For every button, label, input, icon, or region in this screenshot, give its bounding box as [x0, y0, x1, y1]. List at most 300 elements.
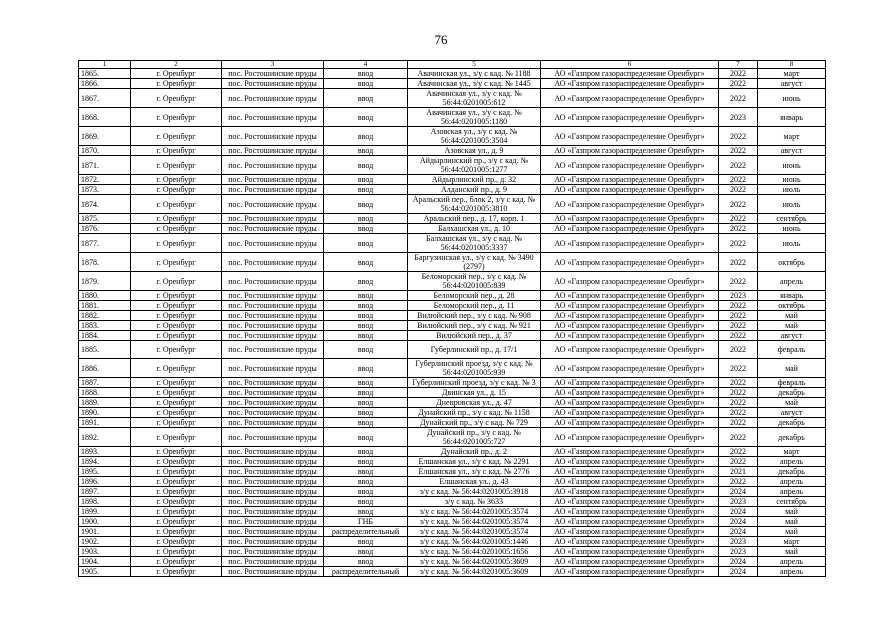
address-cell: Аральский пер., д. 17, корп. 1: [408, 214, 541, 224]
table-row: [79, 477, 826, 487]
year-cell: 2022: [719, 175, 758, 185]
city-cell: г. Оренбург: [131, 195, 222, 214]
table-row: [79, 537, 826, 547]
locality-cell: пос. Ростошинские пруды: [222, 447, 324, 457]
type-cell: ввод: [324, 69, 408, 79]
row-number-cell: 1869.: [79, 127, 131, 146]
month-cell: декабрь: [758, 428, 826, 447]
address-cell: Авачинская ул., з/у с кад. № 56:44:0201005:1180: [408, 108, 541, 127]
organization-cell: АО «Газпром газораспределение Оренбург»: [541, 79, 719, 89]
type-cell: ввод: [324, 301, 408, 311]
organization-cell: АО «Газпром газораспределение Оренбург»: [541, 175, 719, 185]
address-cell: Авачинская ул., з/у с кад. № 1188: [408, 69, 541, 79]
type-cell: ввод: [324, 408, 408, 418]
locality-cell: пос. Ростошинские пруды: [222, 146, 324, 156]
city-cell: г. Оренбург: [131, 477, 222, 487]
address-cell: Двинская ул., д. 15: [408, 388, 541, 398]
year-cell: 2022: [719, 477, 758, 487]
year-cell: 2024: [719, 487, 758, 497]
type-cell: ввод: [324, 388, 408, 398]
row-number-cell: 1881.: [79, 301, 131, 311]
locality-cell: пос. Ростошинские пруды: [222, 557, 324, 567]
locality-cell: пос. Ростошинские пруды: [222, 321, 324, 331]
table-row: [79, 214, 826, 224]
city-cell: г. Оренбург: [131, 321, 222, 331]
month-cell: октябрь: [758, 301, 826, 311]
month-cell: январь: [758, 291, 826, 301]
organization-cell: АО «Газпром газораспределение Оренбург»: [541, 457, 719, 467]
type-cell: ввод: [324, 507, 408, 517]
city-cell: г. Оренбург: [131, 175, 222, 185]
table-row: [79, 457, 826, 467]
month-cell: август: [758, 79, 826, 89]
type-cell: ввод: [324, 557, 408, 567]
month-cell: февраль: [758, 341, 826, 359]
type-cell: ввод: [324, 359, 408, 378]
organization-cell: АО «Газпром газораспределение Оренбург»: [541, 224, 719, 234]
locality-cell: пос. Ростошинские пруды: [222, 487, 324, 497]
locality-cell: пос. Ростошинские пруды: [222, 408, 324, 418]
organization-cell: АО «Газпром газораспределение Оренбург»: [541, 447, 719, 457]
locality-cell: пос. Ростошинские пруды: [222, 311, 324, 321]
locality-cell: пос. Ростошинские пруды: [222, 398, 324, 408]
row-number-cell: 1884.: [79, 331, 131, 341]
city-cell: г. Оренбург: [131, 447, 222, 457]
row-number-cell: 1893.: [79, 447, 131, 457]
year-cell: 2022: [719, 321, 758, 331]
locality-cell: пос. Ростошинские пруды: [222, 341, 324, 359]
type-cell: ввод: [324, 418, 408, 428]
year-cell: 2022: [719, 359, 758, 378]
page-number: 76: [434, 32, 448, 47]
type-cell: ввод: [324, 477, 408, 487]
table-row: [79, 89, 826, 108]
month-cell: май: [758, 527, 826, 537]
header-cell: 1: [79, 61, 131, 69]
type-cell: ввод: [324, 146, 408, 156]
locality-cell: пос. Ростошинские пруды: [222, 79, 324, 89]
address-cell: Авачинская ул., з/у с кад. № 56:44:0201005:612: [408, 89, 541, 108]
row-number-cell: 1870.: [79, 146, 131, 156]
header-cell: 5: [408, 61, 541, 69]
locality-cell: пос. Ростошинские пруды: [222, 378, 324, 388]
address-cell: Балхашская ул., з/у с кад. № 56:44:0201005:3337: [408, 234, 541, 253]
month-cell: июнь: [758, 224, 826, 234]
type-cell: ввод: [324, 331, 408, 341]
address-cell: з/у с кад. № 56:44:0201005:3609: [408, 557, 541, 567]
type-cell: ввод: [324, 428, 408, 447]
locality-cell: пос. Ростошинские пруды: [222, 477, 324, 487]
address-cell: Дунайский пр., з/у с кад. № 1158: [408, 408, 541, 418]
organization-cell: АО «Газпром газораспределение Оренбург»: [541, 301, 719, 311]
address-cell: Днепровская ул., д. 47: [408, 398, 541, 408]
month-cell: июнь: [758, 175, 826, 185]
type-cell: ввод: [324, 321, 408, 331]
data-table: [78, 60, 826, 577]
locality-cell: пос. Ростошинские пруды: [222, 127, 324, 146]
month-cell: май: [758, 311, 826, 321]
city-cell: г. Оренбург: [131, 224, 222, 234]
table-row: [79, 547, 826, 557]
row-number-cell: 1896.: [79, 477, 131, 487]
address-cell: Алданский пр., д. 9: [408, 185, 541, 195]
month-cell: май: [758, 507, 826, 517]
year-cell: 2022: [719, 388, 758, 398]
locality-cell: пос. Ростошинские пруды: [222, 156, 324, 175]
type-cell: распределительный: [324, 527, 408, 537]
row-number-cell: 1866.: [79, 79, 131, 89]
city-cell: г. Оренбург: [131, 69, 222, 79]
city-cell: г. Оренбург: [131, 507, 222, 517]
header-cell: 4: [324, 61, 408, 69]
month-cell: май: [758, 547, 826, 557]
table-row: [79, 378, 826, 388]
organization-cell: АО «Газпром газораспределение Оренбург»: [541, 185, 719, 195]
city-cell: г. Оренбург: [131, 398, 222, 408]
organization-cell: АО «Газпром газораспределение Оренбург»: [541, 331, 719, 341]
city-cell: г. Оренбург: [131, 185, 222, 195]
organization-cell: АО «Газпром газораспределение Оренбург»: [541, 408, 719, 418]
table-header-row: [79, 61, 826, 69]
type-cell: ввод: [324, 467, 408, 477]
city-cell: г. Оренбург: [131, 79, 222, 89]
table-row: [79, 359, 826, 378]
city-cell: г. Оренбург: [131, 291, 222, 301]
city-cell: г. Оренбург: [131, 301, 222, 311]
type-cell: ввод: [324, 398, 408, 408]
month-cell: октябрь: [758, 253, 826, 272]
year-cell: 2023: [719, 547, 758, 557]
row-number-cell: 1878.: [79, 253, 131, 272]
table-row: [79, 175, 826, 185]
type-cell: ввод: [324, 234, 408, 253]
address-cell: Азовская ул., з/у с кад. № 56:44:0201005:3504: [408, 127, 541, 146]
year-cell: 2022: [719, 408, 758, 418]
address-cell: Губерлинский проезд, з/у с кад. № 3: [408, 378, 541, 388]
organization-cell: АО «Газпром газораспределение Оренбург»: [541, 418, 719, 428]
row-number-cell: 1901.: [79, 527, 131, 537]
locality-cell: пос. Ростошинские пруды: [222, 69, 324, 79]
type-cell: ввод: [324, 291, 408, 301]
row-number-cell: 1877.: [79, 234, 131, 253]
organization-cell: АО «Газпром газораспределение Оренбург»: [541, 291, 719, 301]
year-cell: 2022: [719, 69, 758, 79]
type-cell: ввод: [324, 497, 408, 507]
organization-cell: АО «Газпром газораспределение Оренбург»: [541, 398, 719, 408]
row-number-cell: 1887.: [79, 378, 131, 388]
type-cell: ввод: [324, 311, 408, 321]
month-cell: апрель: [758, 487, 826, 497]
city-cell: г. Оренбург: [131, 428, 222, 447]
month-cell: март: [758, 127, 826, 146]
organization-cell: АО «Газпром газораспределение Оренбург»: [541, 108, 719, 127]
year-cell: 2022: [719, 418, 758, 428]
address-cell: Губерлинский проезд, з/у с кад. № 56:44:0201005:939: [408, 359, 541, 378]
city-cell: г. Оренбург: [131, 214, 222, 224]
month-cell: декабрь: [758, 418, 826, 428]
year-cell: 2022: [719, 185, 758, 195]
row-number-cell: 1894.: [79, 457, 131, 467]
type-cell: ввод: [324, 378, 408, 388]
table-row: [79, 311, 826, 321]
locality-cell: пос. Ростошинские пруды: [222, 497, 324, 507]
row-number-cell: 1875.: [79, 214, 131, 224]
organization-cell: АО «Газпром газораспределение Оренбург»: [541, 311, 719, 321]
address-cell: Вилюйский пер., з/у с кад. № 908: [408, 311, 541, 321]
row-number-cell: 1899.: [79, 507, 131, 517]
month-cell: апрель: [758, 477, 826, 487]
table-row: [79, 108, 826, 127]
row-number-cell: 1902.: [79, 537, 131, 547]
locality-cell: пос. Ростошинские пруды: [222, 175, 324, 185]
table-row: [79, 487, 826, 497]
city-cell: г. Оренбург: [131, 272, 222, 291]
locality-cell: пос. Ростошинские пруды: [222, 418, 324, 428]
year-cell: 2022: [719, 146, 758, 156]
row-number-cell: 1895.: [79, 467, 131, 477]
organization-cell: АО «Газпром газораспределение Оренбург»: [541, 378, 719, 388]
year-cell: 2022: [719, 195, 758, 214]
type-cell: ввод: [324, 108, 408, 127]
year-cell: 2022: [719, 253, 758, 272]
row-number-cell: 1871.: [79, 156, 131, 175]
organization-cell: АО «Газпром газораспределение Оренбург»: [541, 557, 719, 567]
city-cell: г. Оренбург: [131, 341, 222, 359]
organization-cell: АО «Газпром газораспределение Оренбург»: [541, 487, 719, 497]
table-row: [79, 331, 826, 341]
type-cell: ГНБ: [324, 517, 408, 527]
city-cell: г. Оренбург: [131, 487, 222, 497]
month-cell: март: [758, 69, 826, 79]
table-row: [79, 291, 826, 301]
row-number-cell: 1900.: [79, 517, 131, 527]
row-number-cell: 1874.: [79, 195, 131, 214]
type-cell: ввод: [324, 272, 408, 291]
year-cell: 2022: [719, 156, 758, 175]
locality-cell: пос. Ростошинские пруды: [222, 388, 324, 398]
year-cell: 2022: [719, 428, 758, 447]
header-cell: 8: [758, 61, 826, 69]
organization-cell: АО «Газпром газораспределение Оренбург»: [541, 517, 719, 527]
address-cell: Беломорский пер., з/у с кад. № 56:44:0201005:839: [408, 272, 541, 291]
locality-cell: пос. Ростошинские пруды: [222, 108, 324, 127]
row-number-cell: 1886.: [79, 359, 131, 378]
address-cell: Азовская ул., д. 9: [408, 146, 541, 156]
month-cell: март: [758, 537, 826, 547]
year-cell: 2024: [719, 507, 758, 517]
city-cell: г. Оренбург: [131, 457, 222, 467]
address-cell: з/у с кад. № 56:44:0201005:3918: [408, 487, 541, 497]
month-cell: май: [758, 359, 826, 378]
row-number-cell: 1892.: [79, 428, 131, 447]
address-cell: з/у с кад. № 56:44:0201005:3574: [408, 517, 541, 527]
year-cell: 2023: [719, 291, 758, 301]
type-cell: ввод: [324, 547, 408, 557]
organization-cell: АО «Газпром газораспределение Оренбург»: [541, 547, 719, 557]
type-cell: ввод: [324, 127, 408, 146]
month-cell: июль: [758, 195, 826, 214]
table-row: [79, 408, 826, 418]
address-cell: Айдырлинский пр., д. 32: [408, 175, 541, 185]
table-row: [79, 467, 826, 477]
city-cell: г. Оренбург: [131, 378, 222, 388]
month-cell: сентябрь: [758, 214, 826, 224]
address-cell: Елшанская ул., з/у с кад. № 2776: [408, 467, 541, 477]
organization-cell: АО «Газпром газораспределение Оренбург»: [541, 388, 719, 398]
address-cell: Авачинская ул., з/у с кад. № 1445: [408, 79, 541, 89]
city-cell: г. Оренбург: [131, 517, 222, 527]
organization-cell: АО «Газпром газораспределение Оренбург»: [541, 253, 719, 272]
table-row: [79, 567, 826, 577]
organization-cell: АО «Газпром газораспределение Оренбург»: [541, 527, 719, 537]
locality-cell: пос. Ростошинские пруды: [222, 291, 324, 301]
city-cell: г. Оренбург: [131, 234, 222, 253]
city-cell: г. Оренбург: [131, 311, 222, 321]
locality-cell: пос. Ростошинские пруды: [222, 195, 324, 214]
type-cell: распределительный: [324, 567, 408, 577]
organization-cell: АО «Газпром газораспределение Оренбург»: [541, 567, 719, 577]
locality-cell: пос. Ростошинские пруды: [222, 547, 324, 557]
locality-cell: пос. Ростошинские пруды: [222, 507, 324, 517]
month-cell: январь: [758, 108, 826, 127]
month-cell: февраль: [758, 378, 826, 388]
month-cell: август: [758, 331, 826, 341]
type-cell: ввод: [324, 175, 408, 185]
month-cell: апрель: [758, 567, 826, 577]
organization-cell: АО «Газпром газораспределение Оренбург»: [541, 195, 719, 214]
row-number-cell: 1873.: [79, 185, 131, 195]
row-number-cell: 1889.: [79, 398, 131, 408]
table-row: [79, 418, 826, 428]
year-cell: 2022: [719, 331, 758, 341]
city-cell: г. Оренбург: [131, 567, 222, 577]
year-cell: 2022: [719, 398, 758, 408]
address-cell: Баргузинская ул., з/у с кад. № 3490 (2797): [408, 253, 541, 272]
row-number-cell: 1904.: [79, 557, 131, 567]
type-cell: ввод: [324, 195, 408, 214]
month-cell: август: [758, 146, 826, 156]
locality-cell: пос. Ростошинские пруды: [222, 331, 324, 341]
row-number-cell: 1880.: [79, 291, 131, 301]
year-cell: 2022: [719, 272, 758, 291]
table-row: [79, 517, 826, 527]
table-row: [79, 253, 826, 272]
locality-cell: пос. Ростошинские пруды: [222, 185, 324, 195]
address-cell: Аральский пер., блок 2, з/у с кад. № 56:44:0201005:3810: [408, 195, 541, 214]
organization-cell: АО «Газпром газораспределение Оренбург»: [541, 156, 719, 175]
organization-cell: АО «Газпром газораспределение Оренбург»: [541, 497, 719, 507]
organization-cell: АО «Газпром газораспределение Оренбург»: [541, 341, 719, 359]
month-cell: август: [758, 408, 826, 418]
organization-cell: АО «Газпром газораспределение Оренбург»: [541, 214, 719, 224]
month-cell: сентябрь: [758, 497, 826, 507]
address-cell: Елшанская ул., з/у с кад. № 2291: [408, 457, 541, 467]
address-cell: Губерлинский пр., д. 17/1: [408, 341, 541, 359]
row-number-cell: 1905.: [79, 567, 131, 577]
city-cell: г. Оренбург: [131, 547, 222, 557]
city-cell: г. Оренбург: [131, 253, 222, 272]
year-cell: 2022: [719, 378, 758, 388]
month-cell: май: [758, 321, 826, 331]
row-number-cell: 1872.: [79, 175, 131, 185]
address-cell: Дунайский пр., з/у с кад. № 729: [408, 418, 541, 428]
city-cell: г. Оренбург: [131, 89, 222, 108]
table-row: [79, 507, 826, 517]
locality-cell: пос. Ростошинские пруды: [222, 89, 324, 108]
year-cell: 2024: [719, 527, 758, 537]
year-cell: 2024: [719, 557, 758, 567]
month-cell: июль: [758, 234, 826, 253]
month-cell: июнь: [758, 156, 826, 175]
year-cell: 2024: [719, 517, 758, 527]
city-cell: г. Оренбург: [131, 527, 222, 537]
table-row: [79, 156, 826, 175]
locality-cell: пос. Ростошинские пруды: [222, 428, 324, 447]
year-cell: 2024: [719, 567, 758, 577]
organization-cell: АО «Газпром газораспределение Оренбург»: [541, 321, 719, 331]
row-number-cell: 1888.: [79, 388, 131, 398]
city-cell: г. Оренбург: [131, 108, 222, 127]
address-cell: Балхашская ул., д. 10: [408, 224, 541, 234]
type-cell: ввод: [324, 341, 408, 359]
row-number-cell: 1876.: [79, 224, 131, 234]
table-row: [79, 69, 826, 79]
city-cell: г. Оренбург: [131, 127, 222, 146]
organization-cell: АО «Газпром газораспределение Оренбург»: [541, 272, 719, 291]
row-number-cell: 1867.: [79, 89, 131, 108]
address-cell: Вилюйский пер., з/у с кад. № 921: [408, 321, 541, 331]
city-cell: г. Оренбург: [131, 331, 222, 341]
table-row: [79, 272, 826, 291]
month-cell: май: [758, 398, 826, 408]
organization-cell: АО «Газпром газораспределение Оренбург»: [541, 69, 719, 79]
city-cell: г. Оренбург: [131, 418, 222, 428]
row-number-cell: 1890.: [79, 408, 131, 418]
year-cell: 2023: [719, 537, 758, 547]
year-cell: 2022: [719, 127, 758, 146]
year-cell: 2022: [719, 311, 758, 321]
row-number-cell: 1868.: [79, 108, 131, 127]
locality-cell: пос. Ростошинские пруды: [222, 359, 324, 378]
organization-cell: АО «Газпром газораспределение Оренбург»: [541, 507, 719, 517]
city-cell: г. Оренбург: [131, 467, 222, 477]
table-row: [79, 321, 826, 331]
locality-cell: пос. Ростошинские пруды: [222, 467, 324, 477]
table-row: [79, 224, 826, 234]
header-cell: 7: [719, 61, 758, 69]
locality-cell: пос. Ростошинские пруды: [222, 224, 324, 234]
month-cell: май: [758, 517, 826, 527]
row-number-cell: 1903.: [79, 547, 131, 557]
table-row: [79, 195, 826, 214]
table-row: [79, 79, 826, 89]
row-number-cell: 1879.: [79, 272, 131, 291]
organization-cell: АО «Газпром газораспределение Оренбург»: [541, 428, 719, 447]
year-cell: 2022: [719, 79, 758, 89]
organization-cell: АО «Газпром газораспределение Оренбург»: [541, 467, 719, 477]
header-cell: 2: [131, 61, 222, 69]
locality-cell: пос. Ростошинские пруды: [222, 272, 324, 291]
type-cell: ввод: [324, 185, 408, 195]
address-cell: Айдырлинский пр., з/у с кад. № 56:44:0201005:1277: [408, 156, 541, 175]
year-cell: 2022: [719, 234, 758, 253]
address-cell: Вилюйский пер., д. 37: [408, 331, 541, 341]
city-cell: г. Оренбург: [131, 156, 222, 175]
address-cell: з/у с кад. № 56:44:0201005:3574: [408, 507, 541, 517]
city-cell: г. Оренбург: [131, 359, 222, 378]
table-row: [79, 557, 826, 567]
address-cell: Беломорский пер., д. 11: [408, 301, 541, 311]
